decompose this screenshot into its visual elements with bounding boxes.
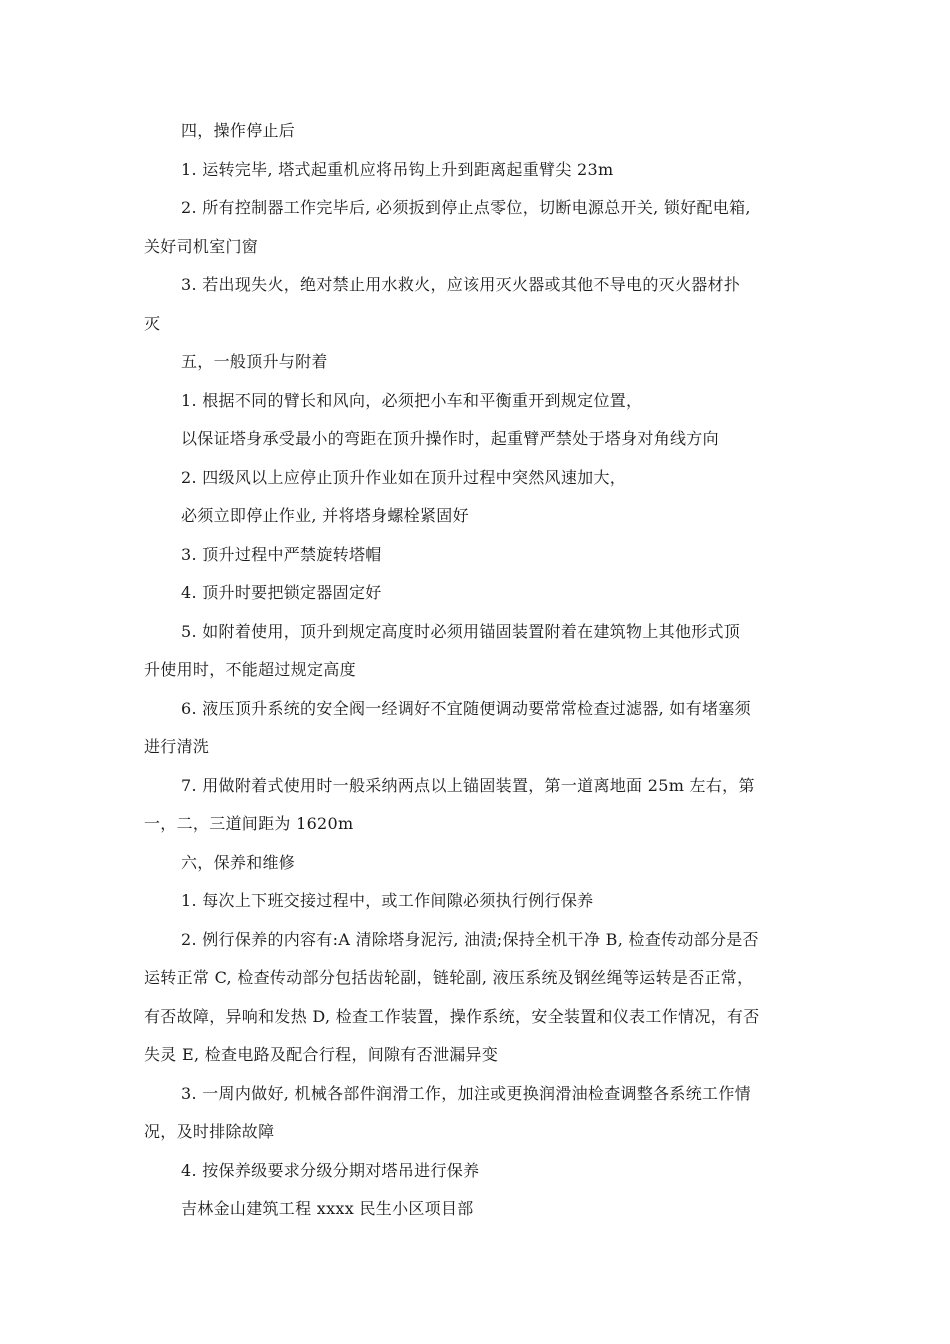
paragraph — [144, 613, 818, 690]
paragraph — [144, 536, 818, 575]
text-line: 1. 每次上下班交接过程中，或工作间隙必须执行例行保养 — [181, 891, 594, 910]
text-line: 4. 顶升时要把锁定器固定好 — [181, 583, 382, 602]
paragraph — [144, 882, 818, 921]
paragraph — [144, 151, 818, 190]
text-line: 吉林金山建筑工程 xxxx 民生小区项目部 — [181, 1199, 474, 1218]
text-line: 5. 如附着使用，顶升到规定高度时必须用锚固装置附着在建筑物上其他形式顶 — [181, 621, 741, 641]
text-line: 升使用时，不能超过规定高度 — [144, 660, 356, 679]
text-line: 3. 一周内做好, 机械各部件润滑工作，加注或更换润滑油检查调整各系统工作情 — [181, 1083, 751, 1103]
text-line: 2. 例行保养的内容有:A 清除塔身泥污, 油渍;保持全机干净 B, 检查传动部分是否 — [181, 929, 759, 949]
text-line: 必须立即停止作业, 并将塔身螺栓紧固好 — [181, 506, 469, 525]
paragraph — [144, 459, 818, 498]
text-line: 灭 — [144, 313, 161, 333]
text-line: 2. 所有控制器工作完毕后, 必须扳到停止点零位，切断电源总开关, 锁好配电箱, — [181, 198, 751, 217]
paragraph — [144, 497, 818, 536]
document-body — [144, 112, 818, 1229]
text-line: 6. 液压顶升系统的安全阀一经调好不宜随便调动要常常检查过滤器, 如有堵塞须 — [181, 698, 751, 718]
paragraph — [144, 1075, 818, 1152]
text-line: 进行清洗 — [144, 737, 210, 756]
text-line: 有否故障，异响和发热 D, 检查工作装置，操作系统，安全装置和仪表工作情况，有否 — [144, 1006, 760, 1026]
text-line: 六，保养和维修 — [181, 852, 296, 872]
paragraph — [144, 767, 818, 844]
paragraph — [144, 382, 818, 421]
section-heading — [144, 112, 818, 151]
text-line: 五，一般顶升与附着 — [181, 352, 328, 371]
text-line: 失灵 E, 检查电路及配合行程，间隙有否泄漏异变 — [144, 1045, 499, 1064]
text-line: 况，及时排除故障 — [144, 1122, 275, 1141]
text-line: 四，操作停止后 — [181, 121, 296, 140]
text-line: 以保证塔身承受最小的弯距在顶升操作时，起重臂严禁处于塔身对角线方向 — [181, 429, 719, 448]
text-line: 一，二，三道间距为 1620m — [144, 814, 354, 833]
paragraph — [144, 921, 818, 1075]
paragraph — [144, 266, 818, 343]
text-line: 7. 用做附着式使用时一般采纳两点以上锚固装置，第一道离地面 25m 左右，第 — [181, 775, 755, 795]
section-heading — [144, 343, 818, 382]
paragraph — [144, 690, 818, 767]
paragraph — [144, 1152, 818, 1191]
paragraph — [144, 420, 818, 459]
paragraph — [144, 189, 818, 266]
text-line: 3. 若出现失火，绝对禁止用水救火，应该用灭火器或其他不导电的灭火器材扑 — [181, 275, 741, 294]
text-line: 2. 四级风以上应停止顶升作业如在顶升过程中突然风速加大， — [181, 467, 627, 487]
text-line: 1. 运转完毕, 塔式起重机应将吊钩上升到距离起重臂尖 23m — [181, 159, 614, 179]
section-heading — [144, 844, 818, 883]
text-line: 1. 根据不同的臂长和风向，必须把小车和平衡重开到规定位置， — [181, 390, 643, 410]
text-line: 运转正常 C, 检查传动部分包括齿轮副，链轮副, 液压系统及钢丝绳等运转是否正常， — [144, 968, 754, 987]
text-line: 关好司机室门窗 — [144, 236, 259, 256]
signature-line — [144, 1190, 818, 1229]
paragraph — [144, 574, 818, 613]
text-line: 4. 按保养级要求分级分期对塔吊进行保养 — [181, 1160, 480, 1180]
text-line: 3. 顶升过程中严禁旋转塔帽 — [181, 544, 382, 564]
